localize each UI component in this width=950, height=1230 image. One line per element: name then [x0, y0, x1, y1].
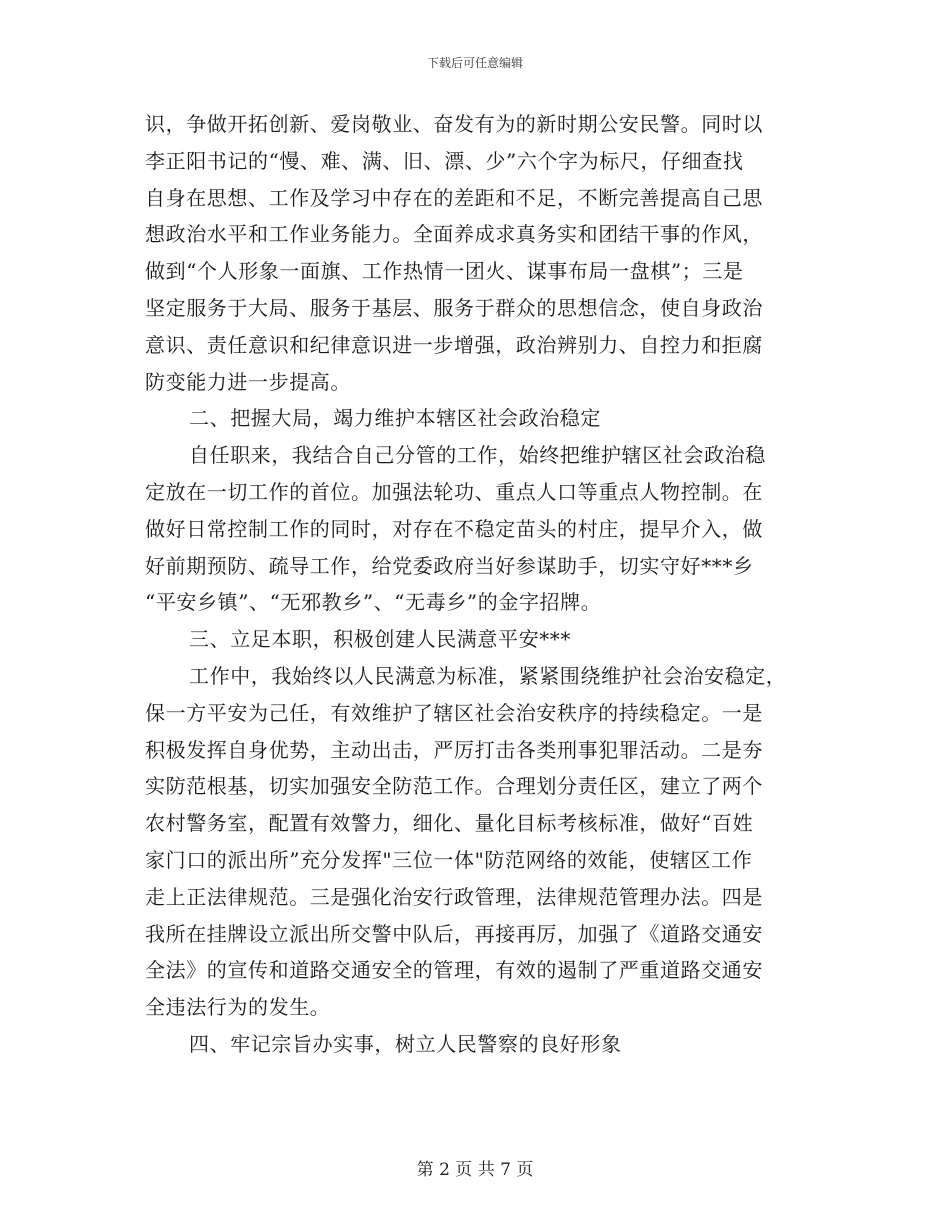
paragraph-line-indented: 二、把握大局，竭力维护本辖区社会政治稳定 [189, 406, 601, 431]
paragraph-line: “平安乡镇”、“无邪教乡”、“无毒乡”的金字招牌。 [145, 590, 602, 615]
paragraph-line: 做到“个人形象一面旗、工作热情一团火、谋事布局一盘棋”；三是 [145, 259, 744, 284]
paragraph-line: 好前期预防、疏导工作，给党委政府当好参谋助手，切实守好***乡 [145, 553, 754, 578]
paragraph-line-indented: 工作中，我始终以人民满意为标准，紧紧围绕维护社会治安稳定， [189, 663, 787, 688]
paragraph-line: 意识、责任意识和纪律意识进一步增强，政治辨别力、自控力和拒腐 [145, 332, 763, 357]
paragraph-line: 识，争做开拓创新、爱岗敬业、奋发有为的新时期公安民警。同时以 [145, 112, 763, 136]
paragraph-line: 全法》的宣传和道路交通安全的管理，有效的遏制了严重道路交通安 [145, 958, 763, 983]
paragraph-line: 农村警务室，配置有效警力，细化、量化目标考核标准，做好“百姓 [145, 811, 754, 836]
paragraph-line-indented: 自任职来，我结合自己分管的工作，始终把维护辖区社会政治稳 [189, 443, 766, 468]
paragraph-line: 想政治水平和工作业务能力。全面养成求真务实和团结干事的作风， [145, 222, 763, 247]
paragraph-line-indented: 三、立足本职，积极创建人民满意平安*** [189, 627, 571, 652]
paragraph-line: 实防范根基，切实加强安全防范工作。合理划分责任区，建立了两个 [145, 774, 763, 799]
paragraph-line: 积极发挥自身优势，主动出击，严厉打击各类刑事犯罪活动。二是夯 [145, 737, 763, 762]
paragraph-line: 做好日常控制工作的同时，对存在不稳定苗头的村庄，提早介入，做 [145, 516, 763, 541]
paragraph-line: 我所在挂牌设立派出所交警中队后，再接再厉，加强了《道路交通安 [145, 921, 763, 946]
paragraph-line: 走上正法律规范。三是强化治安行政管理，法律规范管理办法。四是 [145, 884, 763, 909]
page-number-footer: 第 2 页 共 7 页 [416, 1160, 534, 1180]
paragraph-line: 坚定服务于大局、服务于基层、服务于群众的思想信念，使自身政治 [145, 295, 763, 320]
paragraph-line: 防变能力进一步提高。 [145, 369, 351, 394]
paragraph-line: 家门口的派出所”充分发挥"三位一体"防范网络的效能，使辖区工作 [145, 847, 753, 872]
paragraph-line: 保一方平安为己任，有效维护了辖区社会治安秩序的持续稳定。一是 [145, 700, 763, 725]
paragraph-line: 李正阳书记的“慢、难、满、旧、漂、少”六个字为标尺，仔细查找 [145, 148, 744, 173]
paragraph-line: 定放在一切工作的首位。加强法轮功、重点人口等重点人物控制。在 [145, 479, 763, 504]
document-body [145, 106, 800, 1063]
paragraph-line: 全违法行为的发生。 [145, 995, 331, 1020]
paragraph-line-indented: 四、牢记宗旨办实事，树立人民警察的良好形象 [189, 1031, 622, 1056]
header-note: 下载后可任意编辑 [426, 56, 523, 70]
paragraph-line: 自身在思想、工作及学习中存在的差距和不足，不断完善提高自己思 [145, 185, 763, 210]
